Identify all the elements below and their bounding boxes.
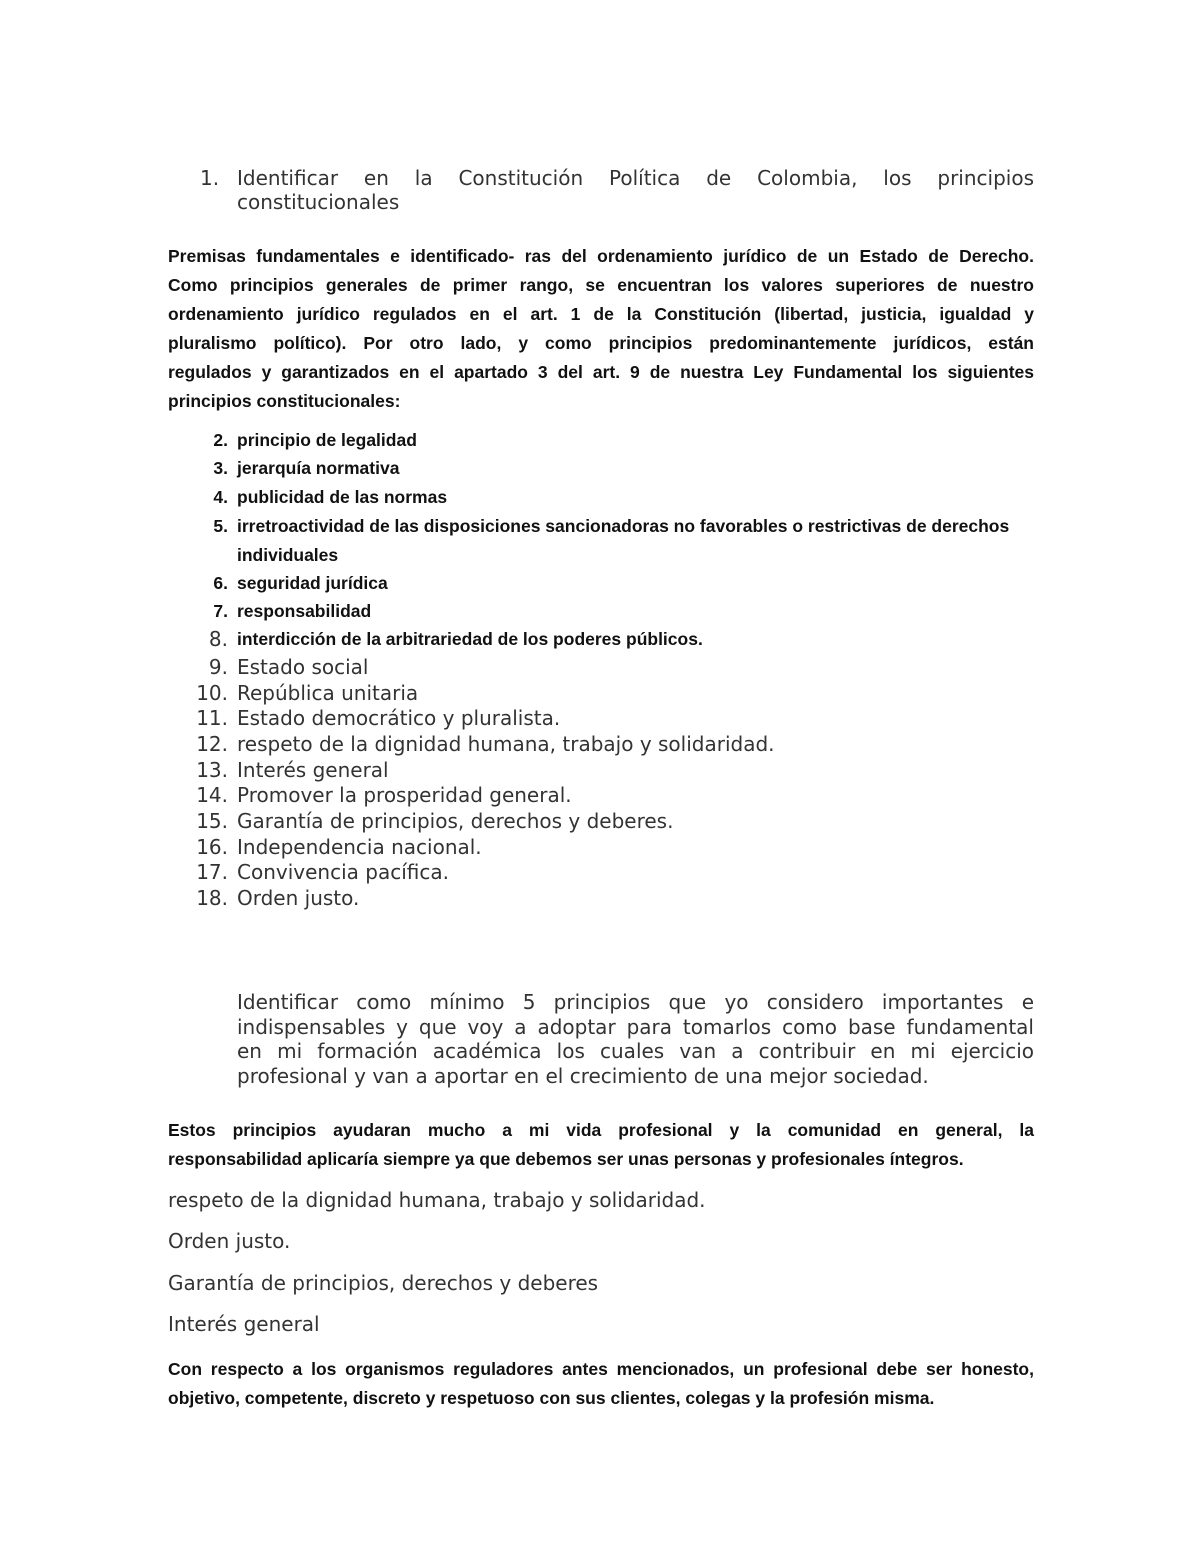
list-text: República unitaria	[237, 681, 419, 705]
paragraph-line: pluralismo político). Por otro lado, y como principios predominantemente jurídicos, están	[168, 333, 1034, 353]
list-text: principio de legalidad	[237, 430, 417, 450]
list-text: Estado social	[237, 655, 369, 679]
paragraph-line: Premisas fundamentales e identificado- ras del ordenamiento jurídico de un Estado de Derecho.	[168, 246, 1034, 266]
list-number: 2.	[213, 430, 228, 450]
list-text: Interés general	[237, 758, 389, 782]
list-number: 18.	[196, 886, 228, 910]
chosen-principle: Orden justo.	[168, 1229, 291, 1253]
heading-line-2: constitucionales	[237, 190, 400, 214]
list-text: publicidad de las normas	[237, 487, 448, 507]
paragraph-line: regulados y garantizados en el apartado 3 del art. 9 de nuestra Ley Fundamental los siguientes	[168, 362, 1034, 382]
list-number: 15.	[196, 809, 228, 833]
list-text: Garantía de principios, derechos y deberes.	[237, 809, 674, 833]
list-number: 3.	[213, 458, 228, 478]
list-text: Orden justo.	[237, 886, 360, 910]
closing-paragraph-1	[168, 1116, 1034, 1174]
heading-line-1: Identificar en la Constitución Política de Colombia, los principios	[237, 166, 1034, 190]
heading-line: Identificar como mínimo 5 principios que yo considero importantes e	[237, 990, 1034, 1014]
paragraph-line: responsabilidad aplicaría siempre ya que debemos ser unas personas y profesionales íntegros.	[168, 1149, 964, 1169]
list-number: 9.	[208, 655, 228, 679]
list-text: Convivencia pacífica.	[237, 860, 449, 884]
list-text: jerarquía normativa	[237, 458, 400, 478]
list-number: 5.	[213, 516, 228, 536]
list-number: 11.	[196, 706, 228, 730]
chosen-principle: respeto de la dignidad humana, trabajo y solidaridad.	[168, 1188, 706, 1212]
paragraph-line: Como principios generales de primer rango, se encuentran los valores superiores de nuestro	[168, 275, 1034, 295]
list-text: Independencia nacional.	[237, 835, 482, 859]
list-number: 7.	[213, 601, 228, 621]
list-text: irretroactividad de las disposiciones sancionadoras no favorables o restrictivas de derechos	[237, 516, 1010, 536]
list-text: respeto de la dignidad humana, trabajo y solidaridad.	[237, 732, 775, 756]
heading-number: 1.	[200, 166, 220, 190]
heading-line: en mi formación académica los cuales van a contribuir en mi ejercicio	[237, 1039, 1034, 1063]
list-number: 10.	[196, 681, 228, 705]
list-text: Promover la prosperidad general.	[237, 783, 572, 807]
list-number: 14.	[196, 783, 228, 807]
intro-paragraph	[168, 242, 1034, 416]
heading-line: indispensables y que voy a adoptar para tomarlos como base fundamental	[237, 1014, 1034, 1039]
paragraph-line: principios constitucionales:	[168, 391, 401, 411]
list-number: 17.	[196, 860, 228, 884]
list-text: Estado democrático y pluralista.	[237, 706, 561, 730]
list-number: 8.	[208, 627, 228, 651]
chosen-principle: Garantía de principios, derechos y deberes	[168, 1271, 599, 1295]
closing-paragraph-2	[168, 1355, 1034, 1413]
list-text-continuation: individuales	[237, 545, 339, 565]
section-heading-2	[237, 990, 1034, 1088]
list-text: interdicción de la arbitrariedad de los poderes públicos.	[237, 629, 703, 649]
chosen-principle: Interés general	[168, 1312, 320, 1336]
list-text: seguridad jurídica	[237, 573, 388, 593]
list-number: 13.	[196, 758, 228, 782]
heading-line: profesional y van a aportar en el crecimiento de una mejor sociedad.	[237, 1063, 929, 1088]
list-number: 16.	[196, 835, 228, 859]
paragraph-line: ordenamiento jurídico regulados en el art. 1 de la Constitución (libertad, justicia, igualdad y	[168, 304, 1034, 324]
list-text: responsabilidad	[237, 601, 372, 621]
list-number: 6.	[213, 573, 228, 593]
paragraph-line: Estos principios ayudaran mucho a mi vida profesional y la comunidad en general, la	[168, 1120, 1034, 1140]
paragraph-line: Con respecto a los organismos reguladores antes mencionados, un profesional debe ser honesto,	[168, 1359, 1034, 1379]
list-number: 4.	[213, 487, 228, 507]
list-number: 12.	[196, 732, 228, 756]
paragraph-line: objetivo, competente, discreto y respetuoso con sus clientes, colegas y la profesión misma.	[168, 1388, 935, 1408]
